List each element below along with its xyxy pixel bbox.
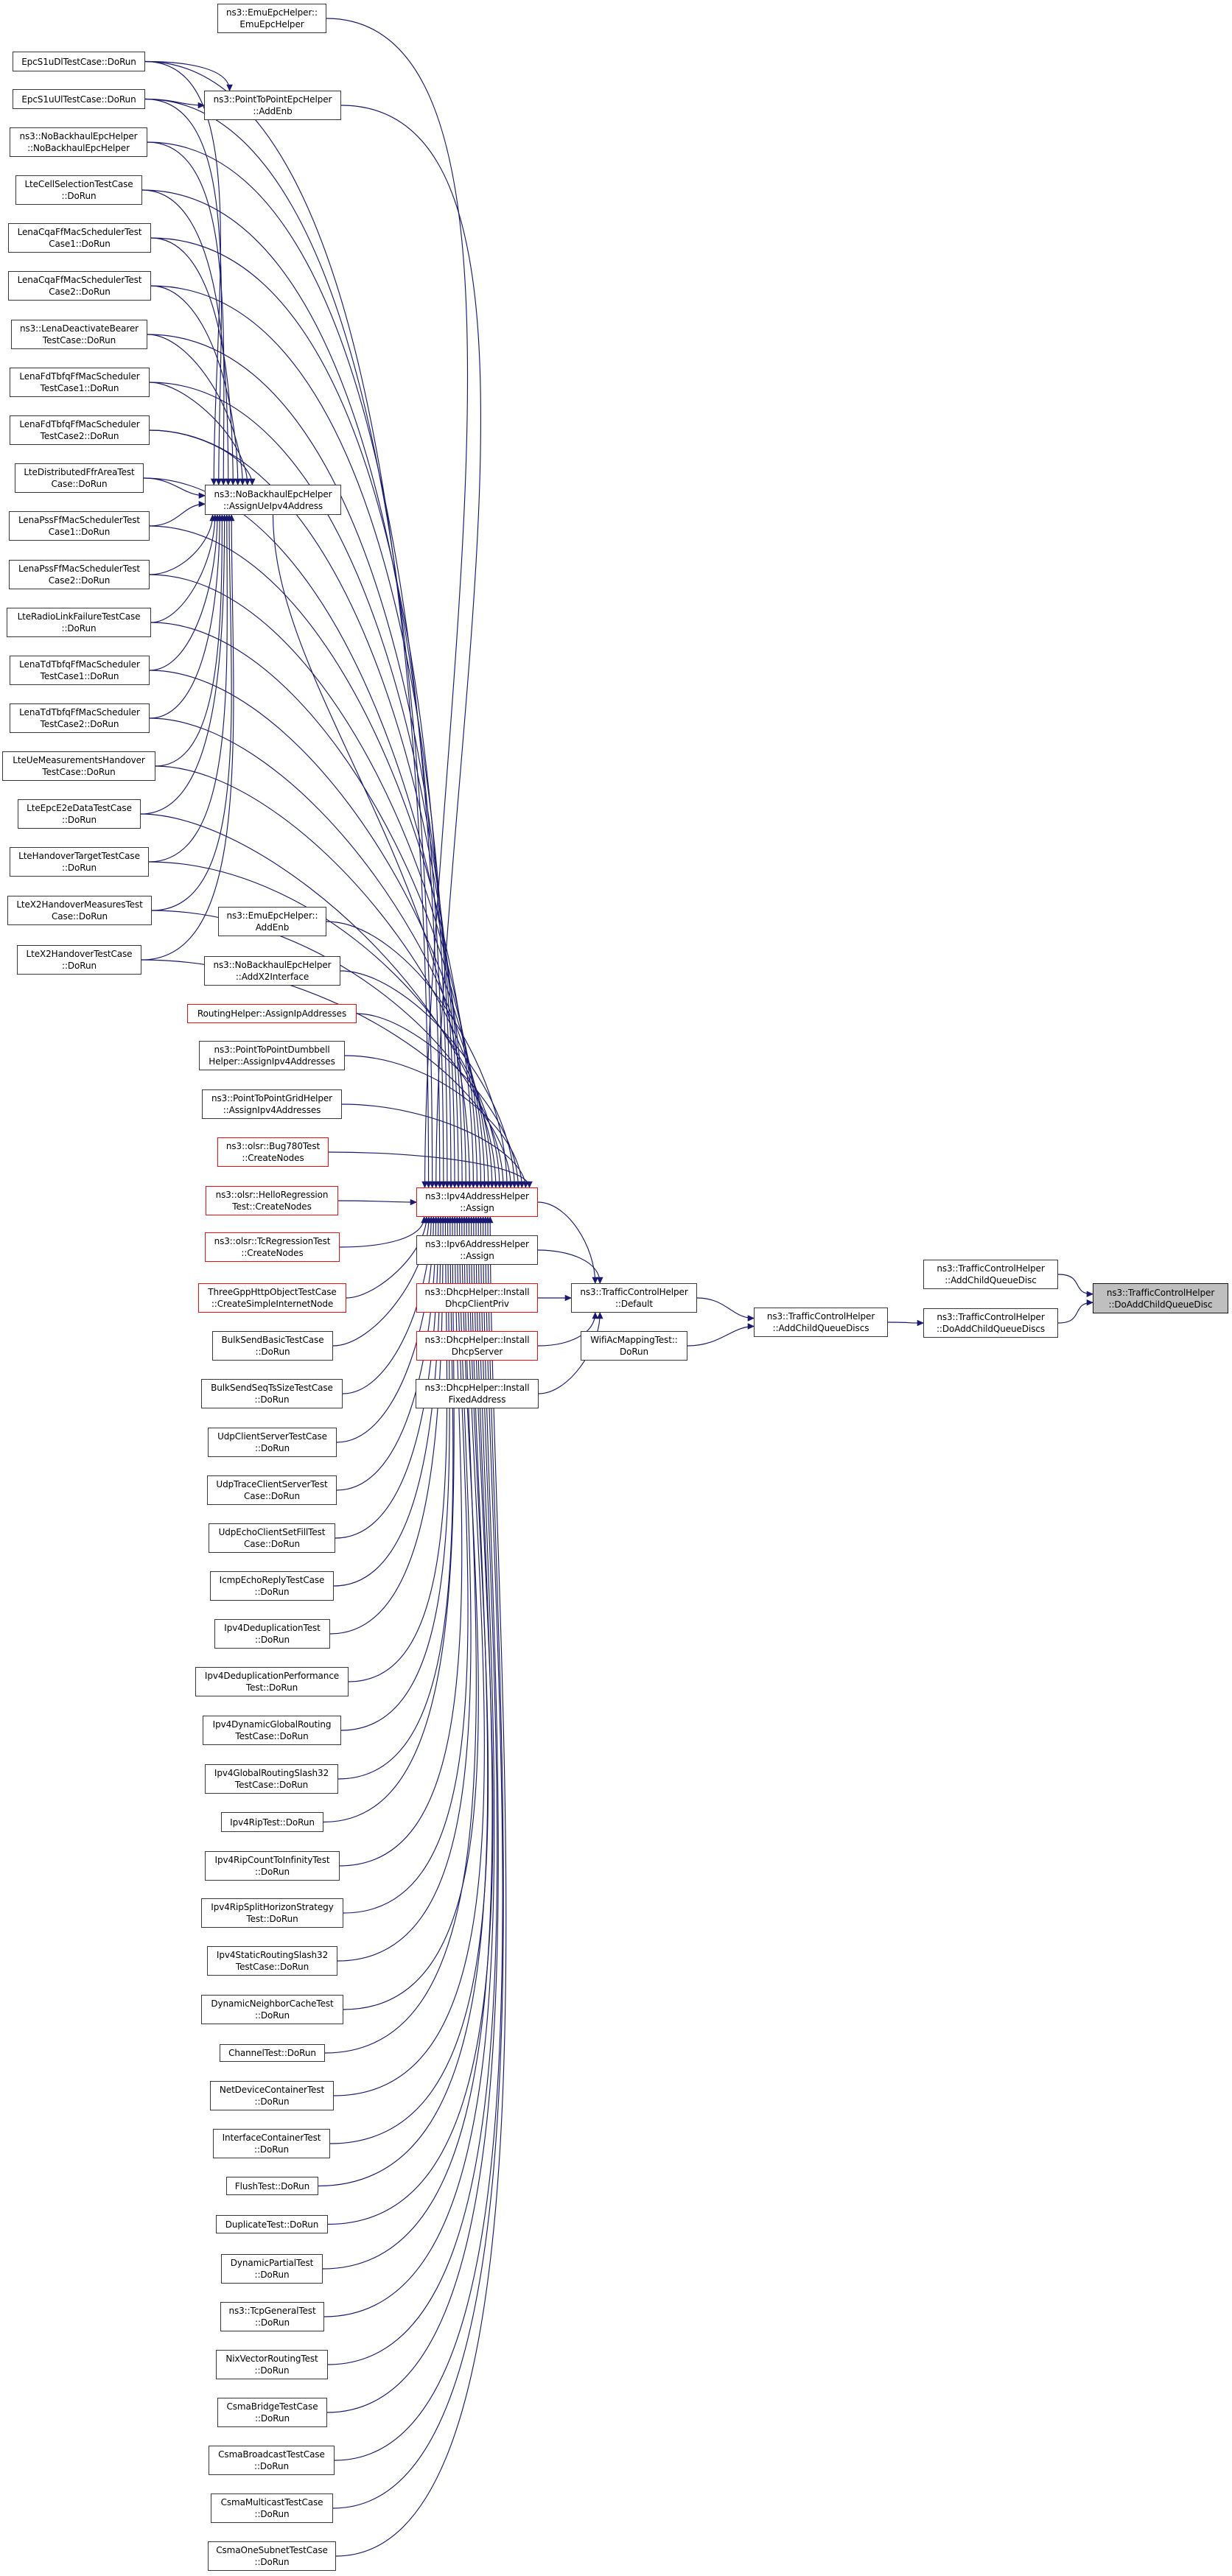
node-label-line: ::DoRun: [61, 623, 97, 634]
node-label-line: EpcS1uDlTestCase::DoRun: [21, 56, 136, 67]
call-edge-http-create-node--ipv4-assign: [346, 1217, 427, 1298]
node-label-line: ns3::TrafficControlHelper: [580, 1287, 688, 1297]
node-dhcp-server[interactable]: [416, 1331, 538, 1361]
node-ipv4-rip-split-horizon[interactable]: [201, 1898, 343, 1928]
call-edge-assign-ue-ipv4--ipv4-assign: [273, 515, 470, 1187]
node-label-line: CsmaBroadcastTestCase: [218, 2449, 325, 2460]
node-label-line: BulkSendSeqTsSizeTestCase: [211, 1383, 333, 1393]
node-label-line: DynamicNeighborCacheTest: [211, 1998, 334, 2009]
node-label-line: LenaPssFfMacSchedulerTest: [18, 515, 140, 525]
call-edge-p2p-epc-add-enb--ipv4-assign: [341, 105, 481, 1187]
node-lena-pss2[interactable]: [9, 560, 150, 589]
node-label-line: ::DoRun: [255, 2317, 290, 2328]
node-label-line: RoutingHelper::AssignIpAddresses: [197, 1008, 347, 1019]
node-label-line: TestCase::DoRun: [235, 1731, 309, 1741]
node-label-line: ns3::EmuEpcHelper::: [226, 910, 318, 921]
node-label-line: TestCase2::DoRun: [40, 431, 119, 441]
node-label-line: Ipv4DynamicGlobalRouting: [212, 1719, 332, 1730]
node-label-line: ::AssignIpv4Addresses: [223, 1105, 321, 1115]
node-label-line: ns3::TrafficControlHelper: [766, 1311, 875, 1322]
node-label-line: Test::DoRun: [246, 1914, 298, 1924]
node-label-line: CsmaMulticastTestCase: [220, 2497, 323, 2507]
node-lte-radio-link-failure[interactable]: [7, 608, 151, 637]
node-label-line: LenaFdTbfqFfMacScheduler: [19, 419, 140, 429]
node-lte-x2-handover[interactable]: [17, 945, 141, 975]
node-label-line: LenaPssFfMacSchedulerTest: [18, 564, 140, 574]
call-edge-lena-tdtbfq2--assign-ue-ipv4: [150, 515, 220, 718]
call-edge-ipv4-dedup--ipv4-assign: [330, 1217, 443, 1634]
node-label-line: ::CreateNodes: [242, 1153, 304, 1163]
node-lte-ue-meas-handover[interactable]: [2, 751, 155, 781]
node-label-line: ::DoRun: [255, 1635, 290, 1645]
node-label-line: ThreeGppHttpObjectTestCase: [208, 1287, 337, 1297]
node-lte-distributed-ffr[interactable]: [15, 463, 144, 493]
node-label-line: ::DoRun: [254, 2365, 290, 2376]
call-edge-tch-default--tch-add-child-qdiscs: [697, 1298, 754, 1319]
node-channel-test[interactable]: [220, 2044, 325, 2062]
node-label-line: EpcS1uUlTestCase::DoRun: [21, 94, 136, 105]
node-label-line: ns3::olsr::HelloRegression: [215, 1190, 329, 1200]
node-label-line: ::DoRun: [254, 2557, 290, 2567]
node-label-line: DhcpClientPriv: [445, 1299, 509, 1309]
node-label-line: LteUeMeasurementsHandover: [13, 755, 145, 765]
node-label-line: WifiAcMappingTest::: [590, 1335, 678, 1345]
node-label-line: ns3::Ipv6AddressHelper: [425, 1239, 529, 1249]
node-label-line: LteDistributedFfrAreaTest: [24, 467, 135, 477]
node-label-line: ::DoRun: [254, 2461, 289, 2471]
node-label-line: LenaCqaFfMacSchedulerTest: [17, 227, 142, 237]
node-label-line: TestCase1::DoRun: [40, 383, 119, 393]
node-label-line: ::DoRun: [255, 2010, 290, 2021]
node-label-line: ns3::olsr::Bug780Test: [225, 1141, 321, 1151]
node-ipv4-rip[interactable]: [221, 1812, 323, 1832]
node-label-line: LteCellSelectionTestCase: [24, 179, 133, 189]
node-label-line: ns3::NoBackhaulEpcHelper: [213, 960, 332, 970]
node-ipv4-dedup-perf[interactable]: [195, 1667, 349, 1696]
node-label-line: ::DoRun: [254, 1587, 290, 1597]
node-label-line: ns3::EmuEpcHelper::: [226, 7, 318, 18]
call-edge-nobackhaul-ctor--ipv4-assign: [147, 142, 440, 1187]
call-edge-p2p-grid-assign--ipv4-assign: [342, 1104, 525, 1187]
node-tcp-general[interactable]: [220, 2302, 324, 2331]
call-edge-tch-do-add-child-qdiscs--tch-do-add-child-qdisc: [1058, 1302, 1093, 1323]
node-label-line: ::DoRun: [62, 961, 97, 971]
node-label-line: ::DoAddChildQueueDisc: [1108, 1299, 1213, 1310]
node-label-line: Ipv4DeduplicationTest: [224, 1623, 321, 1633]
call-edge-s1u-dl--assign-ue-ipv4: [145, 62, 220, 485]
node-ipv4-assign[interactable]: [416, 1187, 538, 1217]
node-label-line: Ipv4RipTest::DoRun: [230, 1817, 315, 1828]
node-label-line: ::DoRun: [255, 1347, 290, 1357]
node-ipv4-global-slash32[interactable]: [205, 1764, 338, 1794]
call-edge-lte-x2-handover--assign-ue-ipv4: [141, 515, 234, 960]
node-label-line: ::DoRun: [254, 2509, 290, 2519]
node-label-line: ::DoRun: [255, 2413, 290, 2424]
node-label-line: ::DoRun: [254, 1394, 290, 1405]
node-tch-do-add-child-qdiscs[interactable]: [923, 1308, 1058, 1338]
node-label-line: ::NoBackhaulEpcHelper: [27, 143, 130, 153]
node-label-line: ::AddChildQueueDiscs: [772, 1323, 869, 1333]
node-lena-fdtbfq1[interactable]: [10, 368, 150, 397]
call-edge-tch-add-child-qdisc--tch-do-add-child-qdisc: [1058, 1274, 1093, 1294]
call-edge-wifi-ac-mapping--tch-add-child-qdiscs: [687, 1327, 754, 1347]
node-p2p-grid-assign[interactable]: [202, 1089, 342, 1119]
node-label-line: ::DoRun: [255, 1867, 290, 1877]
node-lena-cqa1[interactable]: [8, 223, 151, 253]
node-label-line: Test::CreateNodes: [232, 1201, 312, 1212]
call-edge-dyn-partial-test--ipv4-assign: [323, 1217, 492, 2269]
node-label-line: UdpEchoClientSetFillTest: [218, 1527, 326, 1537]
call-edge-bulk-send-basic--ipv4-assign: [333, 1217, 429, 1346]
node-label-line: FlushTest::DoRun: [234, 2180, 310, 2191]
node-label-line: ChannelTest::DoRun: [228, 2048, 316, 2058]
node-tch-add-child-qdisc[interactable]: [923, 1260, 1058, 1289]
node-lte-cell-selection[interactable]: [15, 175, 142, 205]
node-tch-default[interactable]: [571, 1283, 697, 1313]
node-label-line: CsmaBridgeTestCase: [226, 2401, 318, 2412]
node-label-line: Test::DoRun: [245, 1682, 298, 1693]
node-label-line: LenaTdTbfqFfMacScheduler: [19, 659, 140, 670]
node-label-line: ns3::LenaDeactivateBearer: [19, 323, 139, 334]
call-edge-lena-pss1--assign-ue-ipv4: [150, 504, 205, 526]
node-dyn-neighbor-cache[interactable]: [201, 1995, 343, 2024]
node-csma-broadcast[interactable]: [209, 2446, 335, 2475]
node-olsr-bug780[interactable]: [217, 1137, 329, 1167]
node-label-line: ns3::Ipv4AddressHelper: [425, 1191, 529, 1201]
node-tch-add-child-qdiscs[interactable]: [754, 1308, 888, 1337]
node-emu-epc-add-enb[interactable]: [218, 907, 326, 936]
node-label-line: TestCase1::DoRun: [40, 671, 119, 681]
node-dyn-partial-test[interactable]: [221, 2254, 323, 2284]
node-label-line: ::AddChildQueueDisc: [945, 1275, 1037, 1285]
node-label-line: ns3::TrafficControlHelper: [1106, 1287, 1215, 1298]
node-label-line: Ipv4DeduplicationPerformance: [204, 1671, 340, 1681]
node-label-line: ::AddX2Interface: [235, 972, 309, 982]
node-csma-one-subnet[interactable]: [208, 2541, 336, 2571]
node-assign-ue-ipv4[interactable]: [205, 485, 341, 515]
node-label-line: ::DoAddChildQueueDiscs: [936, 1324, 1046, 1334]
node-csma-multicast[interactable]: [211, 2493, 333, 2523]
node-bulk-send-seqts[interactable]: [201, 1379, 343, 1408]
node-label-line: IcmpEchoReplyTestCase: [219, 1575, 325, 1585]
call-edge-lte-radio-link-failure--assign-ue-ipv4: [151, 515, 215, 622]
call-edge-flush-test--ipv4-assign: [318, 1217, 488, 2186]
node-label-line: DynamicPartialTest: [230, 2258, 314, 2268]
node-p2p-dumbbell-assign[interactable]: [199, 1041, 345, 1070]
node-label-line: ns3::NoBackhaulEpcHelper: [19, 131, 138, 141]
node-label-line: ::CreateSimpleInternetNode: [211, 1299, 334, 1309]
node-label-line: DoRun: [619, 1347, 649, 1357]
node-label-line: NetDeviceContainerTest: [219, 2085, 325, 2095]
node-label-line: UdpTraceClientServerTest: [216, 1479, 328, 1489]
call-edge-lte-distributed-ffr--ipv4-assign: [144, 478, 466, 1187]
node-label-line: ns3::DhcpHelper::Install: [424, 1287, 530, 1297]
node-label-line: Case::DoRun: [244, 1539, 300, 1549]
node-label-line: LteEpcE2eDataTestCase: [27, 803, 132, 813]
node-label-line: Case::DoRun: [52, 911, 108, 922]
node-ipv4-rip-count-inf[interactable]: [205, 1851, 340, 1881]
call-edge-s1u-ul--ipv4-assign: [145, 99, 433, 1188]
node-lte-x2-handover-measures[interactable]: [7, 896, 152, 925]
node-label-line: ns3::PointToPointGridHelper: [211, 1093, 332, 1103]
node-label-line: ns3::TcpGeneralTest: [228, 2306, 316, 2316]
node-label-line: ns3::DhcpHelper::Install: [424, 1383, 530, 1393]
node-routing-assign-ip[interactable]: [187, 1004, 357, 1023]
node-label-line: TestCase::DoRun: [235, 1962, 309, 1972]
call-edge-lte-x2-handover-measures--assign-ue-ipv4: [152, 515, 231, 910]
node-ipv4-dyn-global-routing[interactable]: [203, 1716, 341, 1745]
node-ipv4-static-slash32[interactable]: [207, 1946, 337, 1976]
call-edge-ipv4-static-slash32--ipv4-assign: [337, 1217, 471, 1961]
node-label-line: DuplicateTest::DoRun: [225, 2219, 319, 2230]
node-label-line: ::Default: [615, 1299, 654, 1309]
node-csma-bridge[interactable]: [217, 2398, 327, 2427]
node-lte-handover-target[interactable]: [10, 847, 149, 877]
node-nobackhaul-add-x2[interactable]: [204, 956, 340, 986]
node-wifi-ac-mapping[interactable]: [581, 1331, 687, 1361]
node-label-line: Case2::DoRun: [49, 287, 111, 297]
node-dhcp-client-priv[interactable]: [416, 1283, 538, 1313]
node-label-line: TestCase::DoRun: [42, 767, 116, 777]
node-label-line: LteX2HandoverMeasuresTest: [16, 899, 143, 910]
node-label-line: Ipv4RipSplitHorizonStrategy: [211, 1902, 334, 1912]
node-emu-epc-ctor[interactable]: [217, 4, 326, 33]
node-label-line: ::AddEnb: [253, 106, 293, 116]
node-label-line: LteHandoverTargetTestCase: [18, 851, 140, 861]
node-label-line: Case::DoRun: [51, 479, 108, 489]
node-label-line: ::DoRun: [62, 815, 97, 825]
call-edge-ipv4-assign--tch-default: [538, 1202, 595, 1283]
node-udp-trace-client-server[interactable]: [207, 1475, 337, 1505]
node-label-line: Ipv4StaticRoutingSlash32: [216, 1950, 329, 1960]
node-label-line: Ipv4RipCountToInfinityTest: [214, 1855, 330, 1865]
call-edge-s1u-dl--p2p-epc-add-enb: [145, 62, 230, 91]
node-label-line: InterfaceContainerTest: [222, 2133, 321, 2143]
node-label-line: EmuEpcHelper: [239, 19, 304, 29]
call-edge-olsr-hello-reg--ipv4-assign: [338, 1201, 416, 1202]
node-label-line: DhcpServer: [451, 1347, 503, 1357]
node-netdev-container[interactable]: [210, 2081, 334, 2110]
node-label-line: LteRadioLinkFailureTestCase: [17, 611, 141, 622]
node-http-create-node[interactable]: [198, 1283, 346, 1313]
node-lena-cqa2[interactable]: [8, 271, 151, 301]
node-label-line: ::DoRun: [61, 191, 97, 201]
call-edge-duplicate-test--ipv4-assign: [328, 1217, 493, 2225]
call-edge-ipv4-rip-count-inf--ipv4-assign: [340, 1217, 462, 1866]
node-label-line: ::DoRun: [254, 2144, 289, 2155]
node-olsr-hello-reg[interactable]: [206, 1186, 338, 1215]
node-label-line: LenaFdTbfqFfMacScheduler: [19, 371, 140, 382]
node-label-line: ::AssignUeIpv4Address: [223, 500, 323, 511]
node-label-line: ns3::olsr::TcRegressionTest: [214, 1236, 331, 1246]
node-label-line: ::DoRun: [62, 863, 97, 873]
node-icmp-echo-reply[interactable]: [210, 1571, 334, 1601]
node-label-line: TestCase::DoRun: [234, 1780, 309, 1790]
node-lena-fdtbfq2[interactable]: [10, 415, 150, 445]
node-lte-epc-e2e[interactable]: [18, 799, 141, 829]
node-label-line: ns3::PointToPointDumbbell: [214, 1045, 330, 1055]
call-edge-tch-add-child-qdiscs--tch-do-add-child-qdiscs: [888, 1322, 923, 1323]
call-edge-olsr-tc-reg--ipv4-assign: [340, 1217, 424, 1247]
node-label-line: UdpClientServerTestCase: [217, 1431, 327, 1442]
node-label-line: ns3::DhcpHelper::Install: [424, 1335, 530, 1345]
node-nobackhaul-ctor[interactable]: [10, 127, 147, 157]
node-label-line: ::DoRun: [255, 1443, 290, 1453]
node-tch-do-add-child-qdisc[interactable]: [1093, 1283, 1228, 1313]
node-lena-tdtbfq2[interactable]: [10, 703, 150, 733]
node-label-line: ::Assign: [460, 1251, 494, 1261]
node-label-line: Case2::DoRun: [48, 575, 111, 586]
node-p2p-epc-add-enb[interactable]: [204, 91, 341, 120]
node-label-line: ns3::TrafficControlHelper: [937, 1312, 1045, 1322]
node-iface-container[interactable]: [213, 2129, 330, 2158]
node-duplicate-test[interactable]: [216, 2215, 328, 2233]
node-label-line: ::DoRun: [254, 2096, 290, 2107]
node-nix-vector-routing[interactable]: [216, 2350, 328, 2379]
node-s1u-ul[interactable]: [13, 89, 145, 109]
node-dhcp-fixed-addr[interactable]: [416, 1379, 539, 1408]
node-udp-client-server[interactable]: [208, 1428, 337, 1457]
node-label-line: TestCase2::DoRun: [40, 719, 119, 729]
node-ipv6-assign[interactable]: [416, 1235, 538, 1265]
node-lena-deactivate-bearer[interactable]: [11, 320, 147, 349]
node-label-line: ns3::PointToPointEpcHelper: [213, 94, 332, 105]
node-lena-pss1[interactable]: [9, 511, 150, 541]
node-label-line: Case::DoRun: [244, 1491, 300, 1501]
node-label-line: NixVectorRoutingTest: [225, 2354, 318, 2364]
call-edge-nobackhaul-ctor--assign-ue-ipv4: [147, 142, 224, 485]
node-label-line: AddEnb: [255, 922, 290, 933]
node-label-line: LenaCqaFfMacSchedulerTest: [17, 275, 142, 285]
node-label-line: ::CreateNodes: [241, 1248, 304, 1258]
node-flush-test[interactable]: [226, 2177, 318, 2195]
node-s1u-dl[interactable]: [13, 52, 145, 71]
node-label-line: ns3::TrafficControlHelper: [937, 1263, 1045, 1274]
call-edge-lte-distributed-ffr--assign-ue-ipv4: [144, 478, 205, 496]
node-label-line: CsmaOneSubnetTestCase: [216, 2545, 328, 2555]
call-edge-udp-echo-set-fill--ipv4-assign: [335, 1217, 438, 1538]
call-edge-lena-pss2--assign-ue-ipv4: [150, 515, 213, 575]
node-bulk-send-basic[interactable]: [212, 1331, 333, 1361]
node-label-line: Ipv4GlobalRoutingSlash32: [214, 1768, 329, 1778]
node-label-line: Case1::DoRun: [48, 527, 111, 537]
node-label-line: BulkSendBasicTestCase: [221, 1335, 324, 1345]
node-label-line: ::Assign: [460, 1203, 494, 1213]
node-lena-tdtbfq1[interactable]: [10, 656, 150, 685]
call-edge-ipv4-rip-split-horizon--ipv4-assign: [343, 1217, 468, 1913]
node-label-line: Helper::AssignIpv4Addresses: [209, 1056, 335, 1067]
node-label-line: LteX2HandoverTestCase: [26, 949, 133, 959]
node-label-line: TestCase::DoRun: [42, 335, 116, 345]
node-label-line: LenaTdTbfqFfMacScheduler: [19, 707, 140, 717]
node-label-line: ns3::NoBackhaulEpcHelper: [214, 488, 332, 499]
node-olsr-tc-reg[interactable]: [205, 1232, 340, 1262]
node-label-line: ::DoRun: [254, 2270, 290, 2280]
call-edge-lena-fdtbfq2--ipv4-assign: [150, 430, 462, 1187]
node-label-line: Case1::DoRun: [49, 239, 111, 249]
node-udp-echo-set-fill[interactable]: [209, 1523, 335, 1553]
node-ipv4-dedup[interactable]: [214, 1619, 330, 1649]
node-label-line: FixedAddress: [448, 1394, 506, 1405]
